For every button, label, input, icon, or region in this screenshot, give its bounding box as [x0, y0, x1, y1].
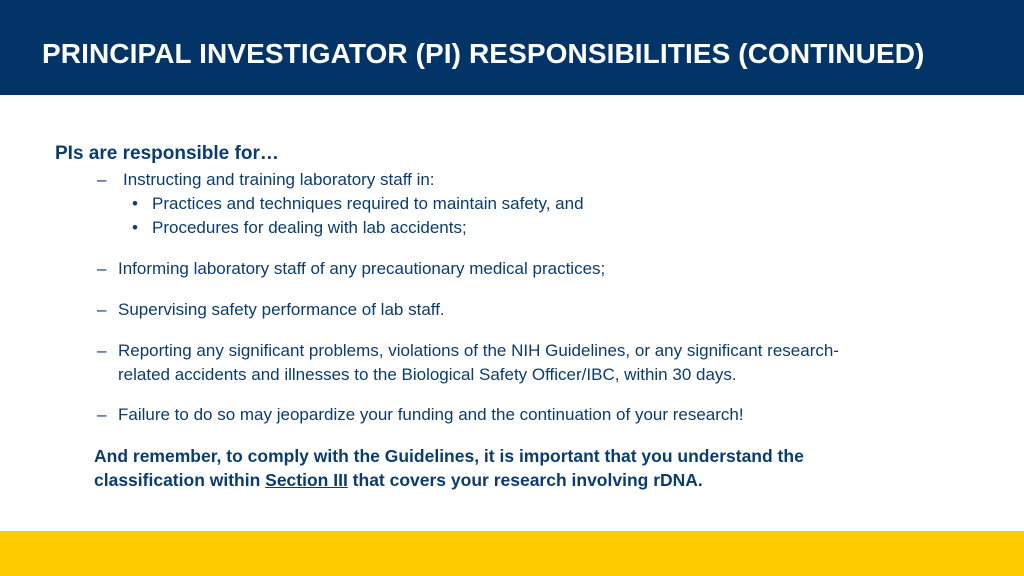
bullet-marker: • — [132, 218, 138, 237]
dash-marker: – — [97, 170, 107, 189]
list-item-label: Failure to do so may jeopardize your funding and the continuation of your research! — [118, 405, 744, 424]
list-item-reporting — [97, 341, 839, 361]
dash-marker: – — [97, 259, 107, 278]
closing-text-after: that covers your research involving rDNA. — [347, 470, 703, 490]
closing-line-2 — [94, 470, 703, 491]
footer-bar — [0, 531, 1024, 576]
intro-heading: PIs are responsible for… — [55, 143, 279, 164]
dash-marker: – — [97, 405, 107, 424]
list-item-failure — [97, 405, 744, 425]
list-item-instructing — [97, 170, 435, 190]
list-item-informing — [97, 259, 606, 279]
list-item-label: Instructing and training laboratory staff in: — [123, 170, 435, 189]
list-item-label: Reporting any significant problems, violations of the NIH Guidelines, or any significant research- — [118, 341, 839, 360]
sub-item-label: Procedures for dealing with lab accidents; — [152, 218, 467, 237]
sub-item-procedures — [132, 218, 467, 238]
list-item-supervising — [97, 300, 445, 320]
dash-marker: – — [97, 341, 107, 360]
closing-text-before: classification within — [94, 470, 266, 490]
list-item-label: Supervising safety performance of lab staff. — [118, 300, 445, 319]
list-item-label: Informing laboratory staff of any precautionary medical practices; — [118, 259, 606, 278]
closing-line-1: And remember, to comply with the Guidelines, it is important that you understand the — [94, 446, 804, 466]
sub-item-label: Practices and techniques required to maintain safety, and — [152, 194, 584, 213]
page-title: PRINCIPAL INVESTIGATOR (PI) RESPONSIBILITIES (CONTINUED) — [42, 38, 925, 69]
list-item-reporting-continued: related accidents and illnesses to the Biological Safety Officer/IBC, within 30 days. — [118, 365, 737, 384]
bullet-marker: • — [132, 194, 138, 213]
sub-item-practices — [132, 194, 584, 214]
dash-marker: – — [97, 300, 107, 319]
section-iii-link[interactable]: Section III — [265, 470, 348, 490]
